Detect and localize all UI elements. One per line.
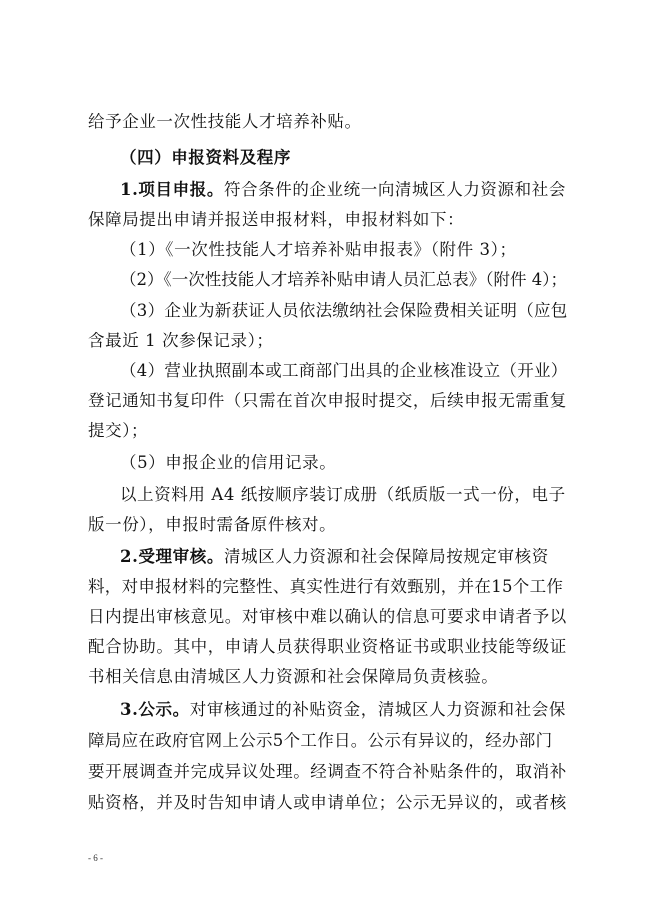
text-line: 障局应在政府官网上公示5个工作日。公示有异议的，经办部门 [88,731,553,750]
text-line: 1.项目申报。符合条件的企业统一向清城区人力资源和社会 [120,180,566,199]
text-line: 以上资料用 A4 纸按顺序装订成册（纸质版一式一份，电子 [120,485,566,504]
text-line: （2）《一次性技能人才培养补贴申请人员汇总表》（附件 4）； [120,270,567,289]
text-line: （5）申报企业的信用记录。 [120,453,337,472]
text-line: 书相关信息由清城区人力资源和社会保障局负责核验。 [88,667,499,686]
item-heading: 3.公示。 [120,700,190,719]
text-line: 版一份），申报时需备原件核对。 [88,515,337,534]
text-line: （4）营业执照副本或工商部门出具的企业核准设立（开业） [120,361,568,380]
text-line: 料，对申报材料的完整性、真实性进行有效甄别，并在15个工作 [88,577,564,596]
section-heading: （四）申报资料及程序 [120,148,291,167]
text-line: 登记通知书复印件（只需在首次申报时提交，后续申报无需重复 [88,391,567,410]
text-line: 配合协助。其中，申请人员获得职业资格证书或职业技能等级证 [88,637,567,656]
text-line: 给予企业一次性技能人才培养补贴。 [88,112,362,131]
text-line: 3.公示。对审核通过的补贴资金，清城区人力资源和社会保 [120,700,566,719]
item-heading: 2.受理审核。 [120,547,224,566]
text-line: 含最近 1 次参保记录）； [88,331,274,350]
text-line: 日内提出审核意见。对审核中难以确认的信息可要求申请者予以 [88,607,567,626]
item-heading: 1.项目申报。 [120,180,224,199]
text-line: 保障局提出申请并报送申报材料，申报材料如下： [88,210,465,229]
text-line: 提交）； [88,421,149,440]
text-line: 贴资格，并及时告知申请人或申请单位；公示无异议的，或者核 [88,793,567,812]
text-line: 要开展调查并完成异议处理。经调查不符合补贴条件的，取消补 [88,762,567,781]
text-line: 2.受理审核。清城区人力资源和社会保障局按规定审核资 [120,547,549,566]
page-number: - 6 - [88,853,103,863]
text-line: （3）企业为新获证人员依法缴纳社会保险费相关证明（应包 [120,301,568,320]
text-line: （1）《一次性技能人才培养补贴申报表》（附件 3）； [120,240,517,259]
